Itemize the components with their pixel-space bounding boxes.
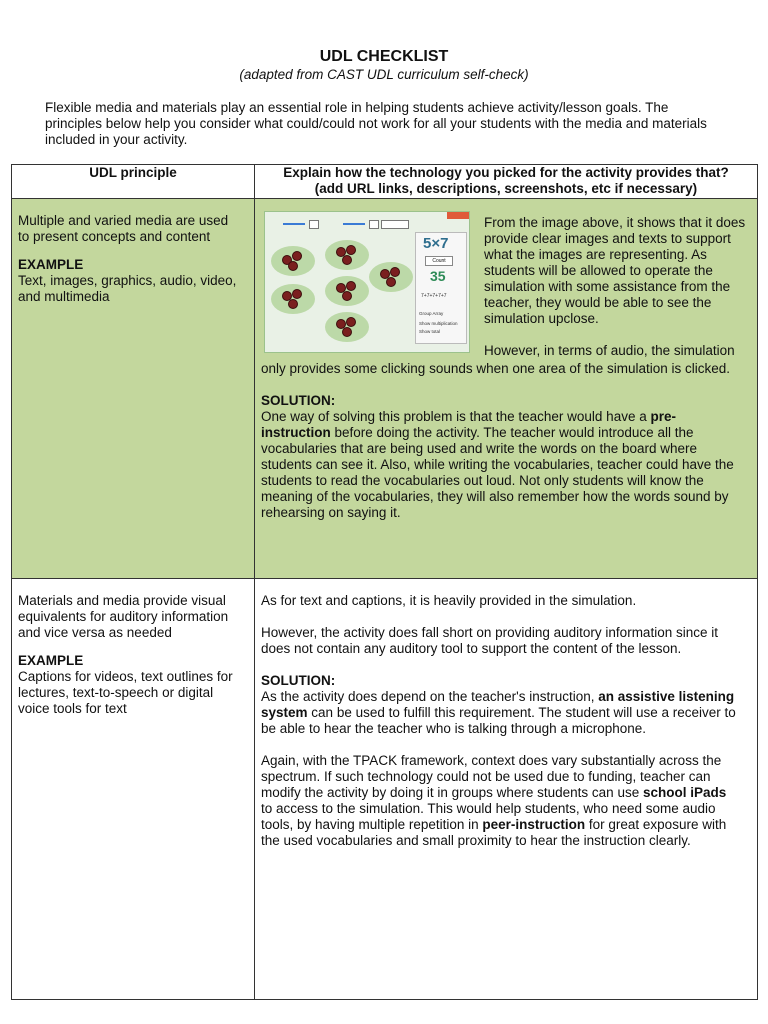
solution-line: vocabularies that are being used and write the words on the board where <box>261 441 698 456</box>
intro-line: principles below help you consider what could/could not work for all your students with the media and materials <box>45 116 707 131</box>
ladybug-icon <box>337 320 345 328</box>
intro-line: included in your activity. <box>45 132 188 147</box>
ladybug-icon <box>293 290 301 298</box>
header-udl-principle: UDL principle <box>12 165 255 199</box>
table-header-row <box>12 165 758 199</box>
solution-line: As the activity does depend on the teacher's instruction, an assistive listening <box>261 689 735 704</box>
simulation-count-button: Count <box>425 256 453 266</box>
ladybug-icon <box>293 252 301 260</box>
slider-icon <box>343 223 365 225</box>
simulation-screenshot-image <box>264 211 470 353</box>
example-line: lectures, text-to-speech or digital <box>18 685 214 700</box>
principle-cell <box>12 579 255 1000</box>
leaf-icon <box>271 284 315 314</box>
ladybug-icon <box>343 328 351 336</box>
simulation-option: Show multiplication <box>419 321 458 326</box>
leaf-icon <box>325 312 369 342</box>
ladybug-icon <box>343 292 351 300</box>
simulation-equation: 5×7 <box>423 235 449 252</box>
ladybug-icon <box>347 282 355 290</box>
example-line: voice tools for text <box>18 701 127 716</box>
intro-line: Flexible media and materials play an essential role in helping students achieve activity/lesson goals. The <box>45 100 669 115</box>
header-explanation-line: (add URL links, descriptions, screenshots, etc if necessary) <box>314 181 698 196</box>
solution-label: SOLUTION: <box>261 673 336 688</box>
solution-label: SOLUTION: <box>261 393 336 408</box>
principle-line: equivalents for auditory information <box>18 609 229 624</box>
solution-line: instruction before doing the activity. The teacher would introduce all the <box>261 425 694 440</box>
document-subtitle: (adapted from CAST UDL curriculum self-check) <box>239 67 529 82</box>
explanation-line: simulation upclose. <box>484 311 599 326</box>
dropdown-icon <box>381 220 409 229</box>
example-line: Captions for videos, text outlines for <box>18 669 233 684</box>
ladybug-icon <box>347 318 355 326</box>
leaf-icon <box>271 246 315 276</box>
ladybug-icon <box>337 284 345 292</box>
explanation-line: As for text and captions, it is heavily provided in the simulation. <box>261 593 637 608</box>
explanation-cell <box>255 579 758 1000</box>
ladybug-icon <box>337 248 345 256</box>
solution-line: students to read the vocabularies out loud. Not only students will know the <box>261 473 704 488</box>
ladybug-icon <box>391 268 399 276</box>
header-explanation-line: Explain how the technology you picked for the activity provides that? <box>283 165 729 180</box>
solution-line: be able to hear the teacher who is talking through a microphone. <box>261 721 646 736</box>
explanation-line: what the images are representing. As <box>484 247 707 262</box>
explanation-line: students will be allowed to operate the <box>484 263 713 278</box>
ladybug-icon <box>347 246 355 254</box>
principle-line: and vice versa as needed <box>18 625 172 640</box>
ladybug-icon <box>387 278 395 286</box>
solution-line: system can be used to fulfill this requirement. The student will use a receiver to <box>261 705 736 720</box>
explanation-line: does not contain any auditory tool to support the content of the lesson. <box>261 641 682 656</box>
explanation-line: teacher, they would be able to see the <box>484 295 712 310</box>
example-line: and multimedia <box>18 289 110 304</box>
explanation-cell <box>255 199 758 579</box>
explanation-line: Again, with the TPACK framework, context does vary substantially across the <box>261 753 722 768</box>
simulation-count-value: 35 <box>430 268 446 284</box>
solution-line: One way of solving this problem is that the teacher would have a pre- <box>261 409 676 424</box>
example-label: EXAMPLE <box>18 257 84 272</box>
slider-icon <box>283 223 305 225</box>
principle-line: Multiple and varied media are used <box>18 213 229 228</box>
header-explanation <box>255 165 758 199</box>
intro-paragraph <box>45 100 735 148</box>
document-title: UDL CHECKLIST <box>319 48 449 65</box>
explanation-line: provide clear images and texts to support <box>484 231 731 246</box>
simulation-option: Show total <box>419 329 441 334</box>
example-line: Text, images, graphics, audio, video, <box>18 273 237 288</box>
leaf-icon <box>369 262 413 292</box>
table-row <box>12 579 758 1000</box>
explanation-line: the used vocabularies and small proximity to hear the instruction clearly. <box>261 833 691 848</box>
stepper-icon <box>309 220 319 229</box>
explanation-line: spectrum. If such technology could not be used due to funding, teacher can <box>261 769 711 784</box>
table-row <box>12 199 758 579</box>
simulation-option: Group Array <box>419 311 444 316</box>
explanation-line: simulation with some assistance from the <box>484 279 731 294</box>
explanation-line: tools, by having multiple repetition in peer-instruction for great exposure with <box>261 817 727 832</box>
leaf-icon <box>325 240 369 270</box>
stepper-icon <box>369 220 379 229</box>
explanation-line: modify the activity by doing it in groups where students can use school iPads <box>261 785 727 800</box>
explanation-line: From the image above, it shows that it does <box>484 215 746 230</box>
explanation-line: However, the activity does fall short on providing auditory information since it <box>261 625 718 640</box>
ladybug-icon <box>283 292 291 300</box>
ladybug-icon <box>289 300 297 308</box>
explanation-line: However, in terms of audio, the simulation <box>484 343 735 358</box>
example-label: EXAMPLE <box>18 653 84 668</box>
explanation-line: to access to the simulation. This would help students, who need some audio <box>261 801 716 816</box>
explanation-line: only provides some clicking sounds when one area of the simulation is clicked. <box>261 361 730 376</box>
simulation-toolbar <box>269 218 465 228</box>
solution-line: rehearsing on saying it. <box>261 505 401 520</box>
simulation-sum-text: 7+7+7+7+7 <box>421 293 447 299</box>
principle-line: to present concepts and content <box>18 229 211 244</box>
solution-line: students can see it. Also, while writing the vocabularies, teacher could have the <box>261 457 734 472</box>
solution-line: meaning of the vocabularies, they will also remember how the words sound by <box>261 489 729 504</box>
ladybug-icon <box>343 256 351 264</box>
udl-checklist-table <box>11 164 758 1000</box>
ladybug-icon <box>289 262 297 270</box>
principle-line: Materials and media provide visual <box>18 593 226 608</box>
ladybug-icon <box>381 270 389 278</box>
leaf-icon <box>325 276 369 306</box>
principle-cell <box>12 199 255 579</box>
